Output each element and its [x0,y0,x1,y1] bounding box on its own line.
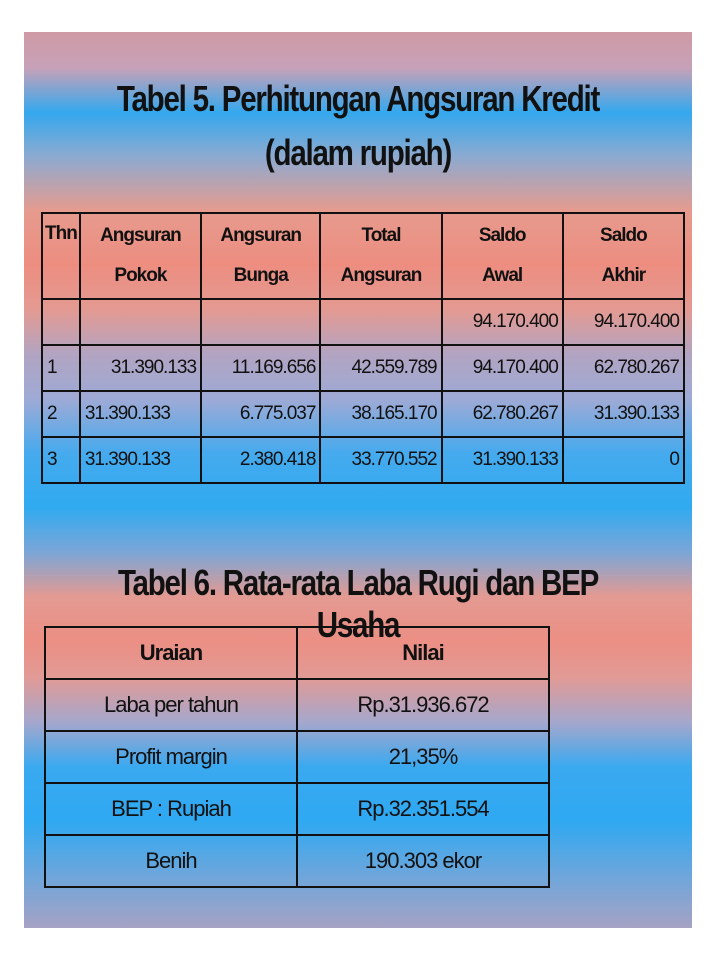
cell-uraian: Benih [45,835,297,887]
header-saldo-awal: Saldo Awal [442,213,563,299]
table5-credit-installments [41,212,685,484]
cell-saldo-akhir: 62.780.267 [563,345,684,391]
header-total-angsuran: Total Angsuran [320,213,441,299]
header-uraian: Uraian [45,627,297,679]
table5-subtitle: (dalam rupiah) [264,132,452,173]
cell-angsuran-bunga: 2.380.418 [201,437,320,483]
table5-title: Tabel 5. Perhitungan Angsuran Kredit [116,78,600,119]
cell-total-angsuran: 33.770.552 [320,437,441,483]
cell-saldo-akhir: 94.170.400 [563,299,684,345]
cell-angsuran-bunga: 11.169.656 [201,345,320,391]
table-row [42,345,684,391]
cell-total-angsuran [320,299,441,345]
cell-angsuran-bunga: 6.775.037 [201,391,320,437]
cell-uraian: Laba per tahun [45,679,297,731]
table6-header-row [45,627,549,679]
cell-nilai: 21,35% [297,731,549,783]
cell-saldo-awal: 62.780.267 [442,391,563,437]
table-row [45,679,549,731]
table6-title: Tabel 6. Rata-rata Laba Rugi dan BEP Usaha [117,562,599,645]
cell-thn: 2 [42,391,80,437]
table5-header-row [42,213,684,299]
header-angsuran-pokok: Angsuran Pokok [80,213,201,299]
cell-nilai: Rp.32.351.554 [297,783,549,835]
table6-profit-bep [44,626,550,888]
header-angsuran-bunga: Angsuran Bunga [201,213,320,299]
cell-nilai: Rp.31.936.672 [297,679,549,731]
cell-nilai: 190.303 ekor [297,835,549,887]
cell-saldo-awal: 94.170.400 [442,345,563,391]
cell-saldo-awal: 94.170.400 [442,299,563,345]
table-row [45,731,549,783]
table-row [45,835,549,887]
cell-angsuran-pokok: 31.390.133 [80,345,201,391]
cell-angsuran-pokok: 31.390.133 [80,437,201,483]
cell-angsuran-pokok [80,299,201,345]
header-saldo-akhir: Saldo Akhir [563,213,684,299]
header-nilai: Nilai [297,627,549,679]
cell-thn [42,299,80,345]
cell-uraian: BEP : Rupiah [45,783,297,835]
table-row [42,391,684,437]
header-thn: Thn [42,213,80,299]
cell-total-angsuran: 42.559.789 [320,345,441,391]
cell-angsuran-pokok: 31.390.133 [80,391,201,437]
cell-saldo-awal: 31.390.133 [442,437,563,483]
cell-saldo-akhir: 0 [563,437,684,483]
cell-thn: 1 [42,345,80,391]
table-row [45,783,549,835]
cell-uraian: Profit margin [45,731,297,783]
cell-thn: 3 [42,437,80,483]
slide-background [24,32,692,928]
table-row [42,299,684,345]
cell-total-angsuran: 38.165.170 [320,391,441,437]
cell-saldo-akhir: 31.390.133 [563,391,684,437]
table-row [42,437,684,483]
cell-angsuran-bunga [201,299,320,345]
